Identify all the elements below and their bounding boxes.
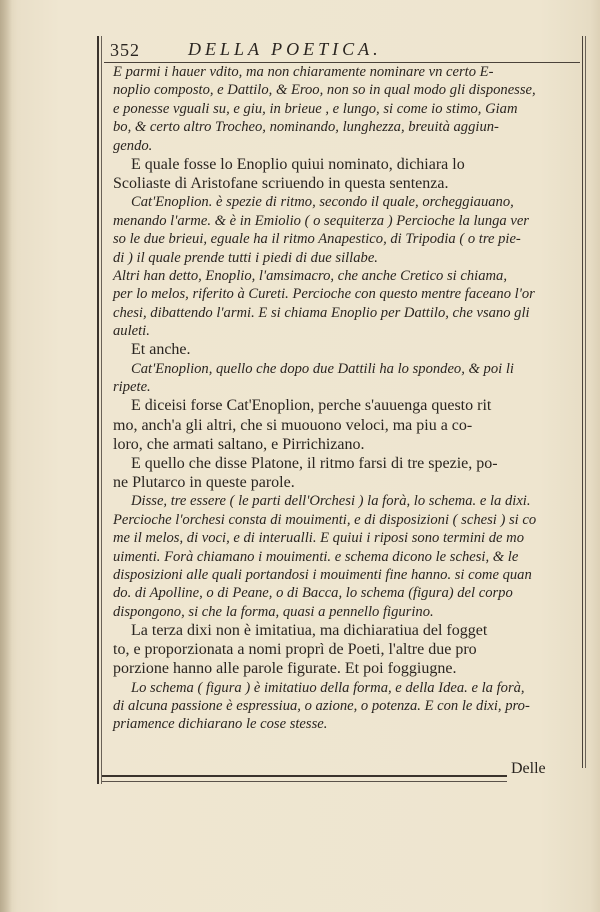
text-line: di ) il quale prende tutti i piedi di due sillabe. <box>113 249 378 266</box>
text-line: Disse, tre essere ( le parti dell'Orchesi ) la forà, lo schema. e la dixi. <box>131 493 531 510</box>
text-line: E parmi i hauer vdito, ma non chiaramente nominare vn certo E- <box>113 64 494 80</box>
text-line: chesi, dibattendo l'armi. E si chiama Enoplio per Dattilo, che vsano gli <box>113 304 530 321</box>
catchword: Delle <box>511 760 546 777</box>
text-line: auleti. <box>113 323 150 340</box>
bottom-rule-thin <box>102 781 507 782</box>
text-line: Percioche l'orchesi consta di mouimenti, e di disposizioni ( schesi ) si co <box>113 511 537 528</box>
page-number: 352 <box>110 40 140 60</box>
frame-rule-left <box>97 36 99 784</box>
text-line: disposizioni alle quali portandosi i mouimenti fine hanno. si come quan <box>113 566 532 583</box>
text-line: menando l'arme. & è in Emiolio ( o sequiterza ) Percioche la lunga ver <box>113 212 529 229</box>
text-line: ne Plutarco in queste parole. <box>113 474 295 492</box>
frame-rule-left-inner <box>101 36 102 784</box>
text-line: e ponesse vguali su, e giu, in brieue , e lungo, si come io stimo, Giam <box>113 100 518 117</box>
text-line: gendo. <box>113 137 153 154</box>
text-line: Et anche. <box>131 341 191 359</box>
page-header <box>110 38 580 64</box>
text-line: priamence dichiarano le cose stesse. <box>113 716 328 733</box>
text-line: so le due brieui, eguale ha il ritmo Anapestico, di Tripodia ( o tre pie- <box>113 231 521 248</box>
text-line: porzione hanno alle parole figurate. Et poi foggiugne. <box>113 660 457 678</box>
text-line: di alcuna passione è espressiua, o azione, o potenza. E con le dixi, pro- <box>113 698 530 715</box>
text-line: per lo melos, riferito à Cureti. Percioche con questo mentre faceano l'or <box>113 286 535 303</box>
text-line: E quale fosse lo Enoplio quiui nominato, dichiara lo <box>131 155 465 173</box>
binding-shadow <box>0 0 12 912</box>
frame-rule-right-outer <box>585 36 586 768</box>
text-line: loro, che armati saltano, e Pirrichizano. <box>113 435 365 453</box>
text-line: Cat'Enoplion, quello che dopo due Dattili ha lo spondeo, & poi li <box>131 360 514 377</box>
text-line: E quello che disse Platone, il ritmo farsi di tre spezie, po- <box>131 454 498 472</box>
running-title: DELLA POETICA. <box>188 39 382 59</box>
text-body <box>113 63 576 734</box>
text-line: La terza dixi non è imitatiua, ma dichiaratiua del fogget <box>131 622 488 640</box>
text-line: mo, anch'a gli altri, che si muouono veloci, ma piu a co- <box>113 416 473 434</box>
text-line: uimenti. Forà chiamano i mouimenti. e schema dicono le schesi, & le <box>113 548 519 565</box>
frame-rule-right <box>582 36 583 768</box>
text-line: Scoliaste di Aristofane scriuendo in questa sentenza. <box>113 175 449 193</box>
text-line: noplio composto, e Dattilo, & Eroo, non so in qual modo gli disponesse, <box>113 82 536 99</box>
text-line: E diceisi forse Cat'Enoplion, perche s'auuenga questo rit <box>131 397 492 415</box>
text-line: Lo schema ( figura ) è imitatiuo della forma, e della Idea. e la forà, <box>131 679 525 696</box>
text-line: Cat'Enoplion. è spezie di ritmo, secondo il quale, orcheggiauano, <box>131 194 514 211</box>
text-line: bo, & certo altro Trocheo, nominando, lunghezza, breuità aggiun- <box>113 119 499 136</box>
text-line: Altri han detto, Enoplio, l'amsimacro, che anche Cretico si chiama, <box>113 267 507 284</box>
text-line: to, e proporzionata a nomi proprì de Poeti, l'altre due pro <box>113 641 477 659</box>
text-line: me il melos, di voci, e di interualli. E quiui i riposi sono termini de mo <box>113 530 525 547</box>
text-line: do. di Apolline, o di Peane, o di Bacca, lo schema (figura) del corpo <box>113 585 513 602</box>
text-line: ripete. <box>113 379 151 396</box>
bottom-rule <box>102 775 507 777</box>
text-line: dispongono, si che la forma, quasi a pennello figurino. <box>113 603 434 620</box>
